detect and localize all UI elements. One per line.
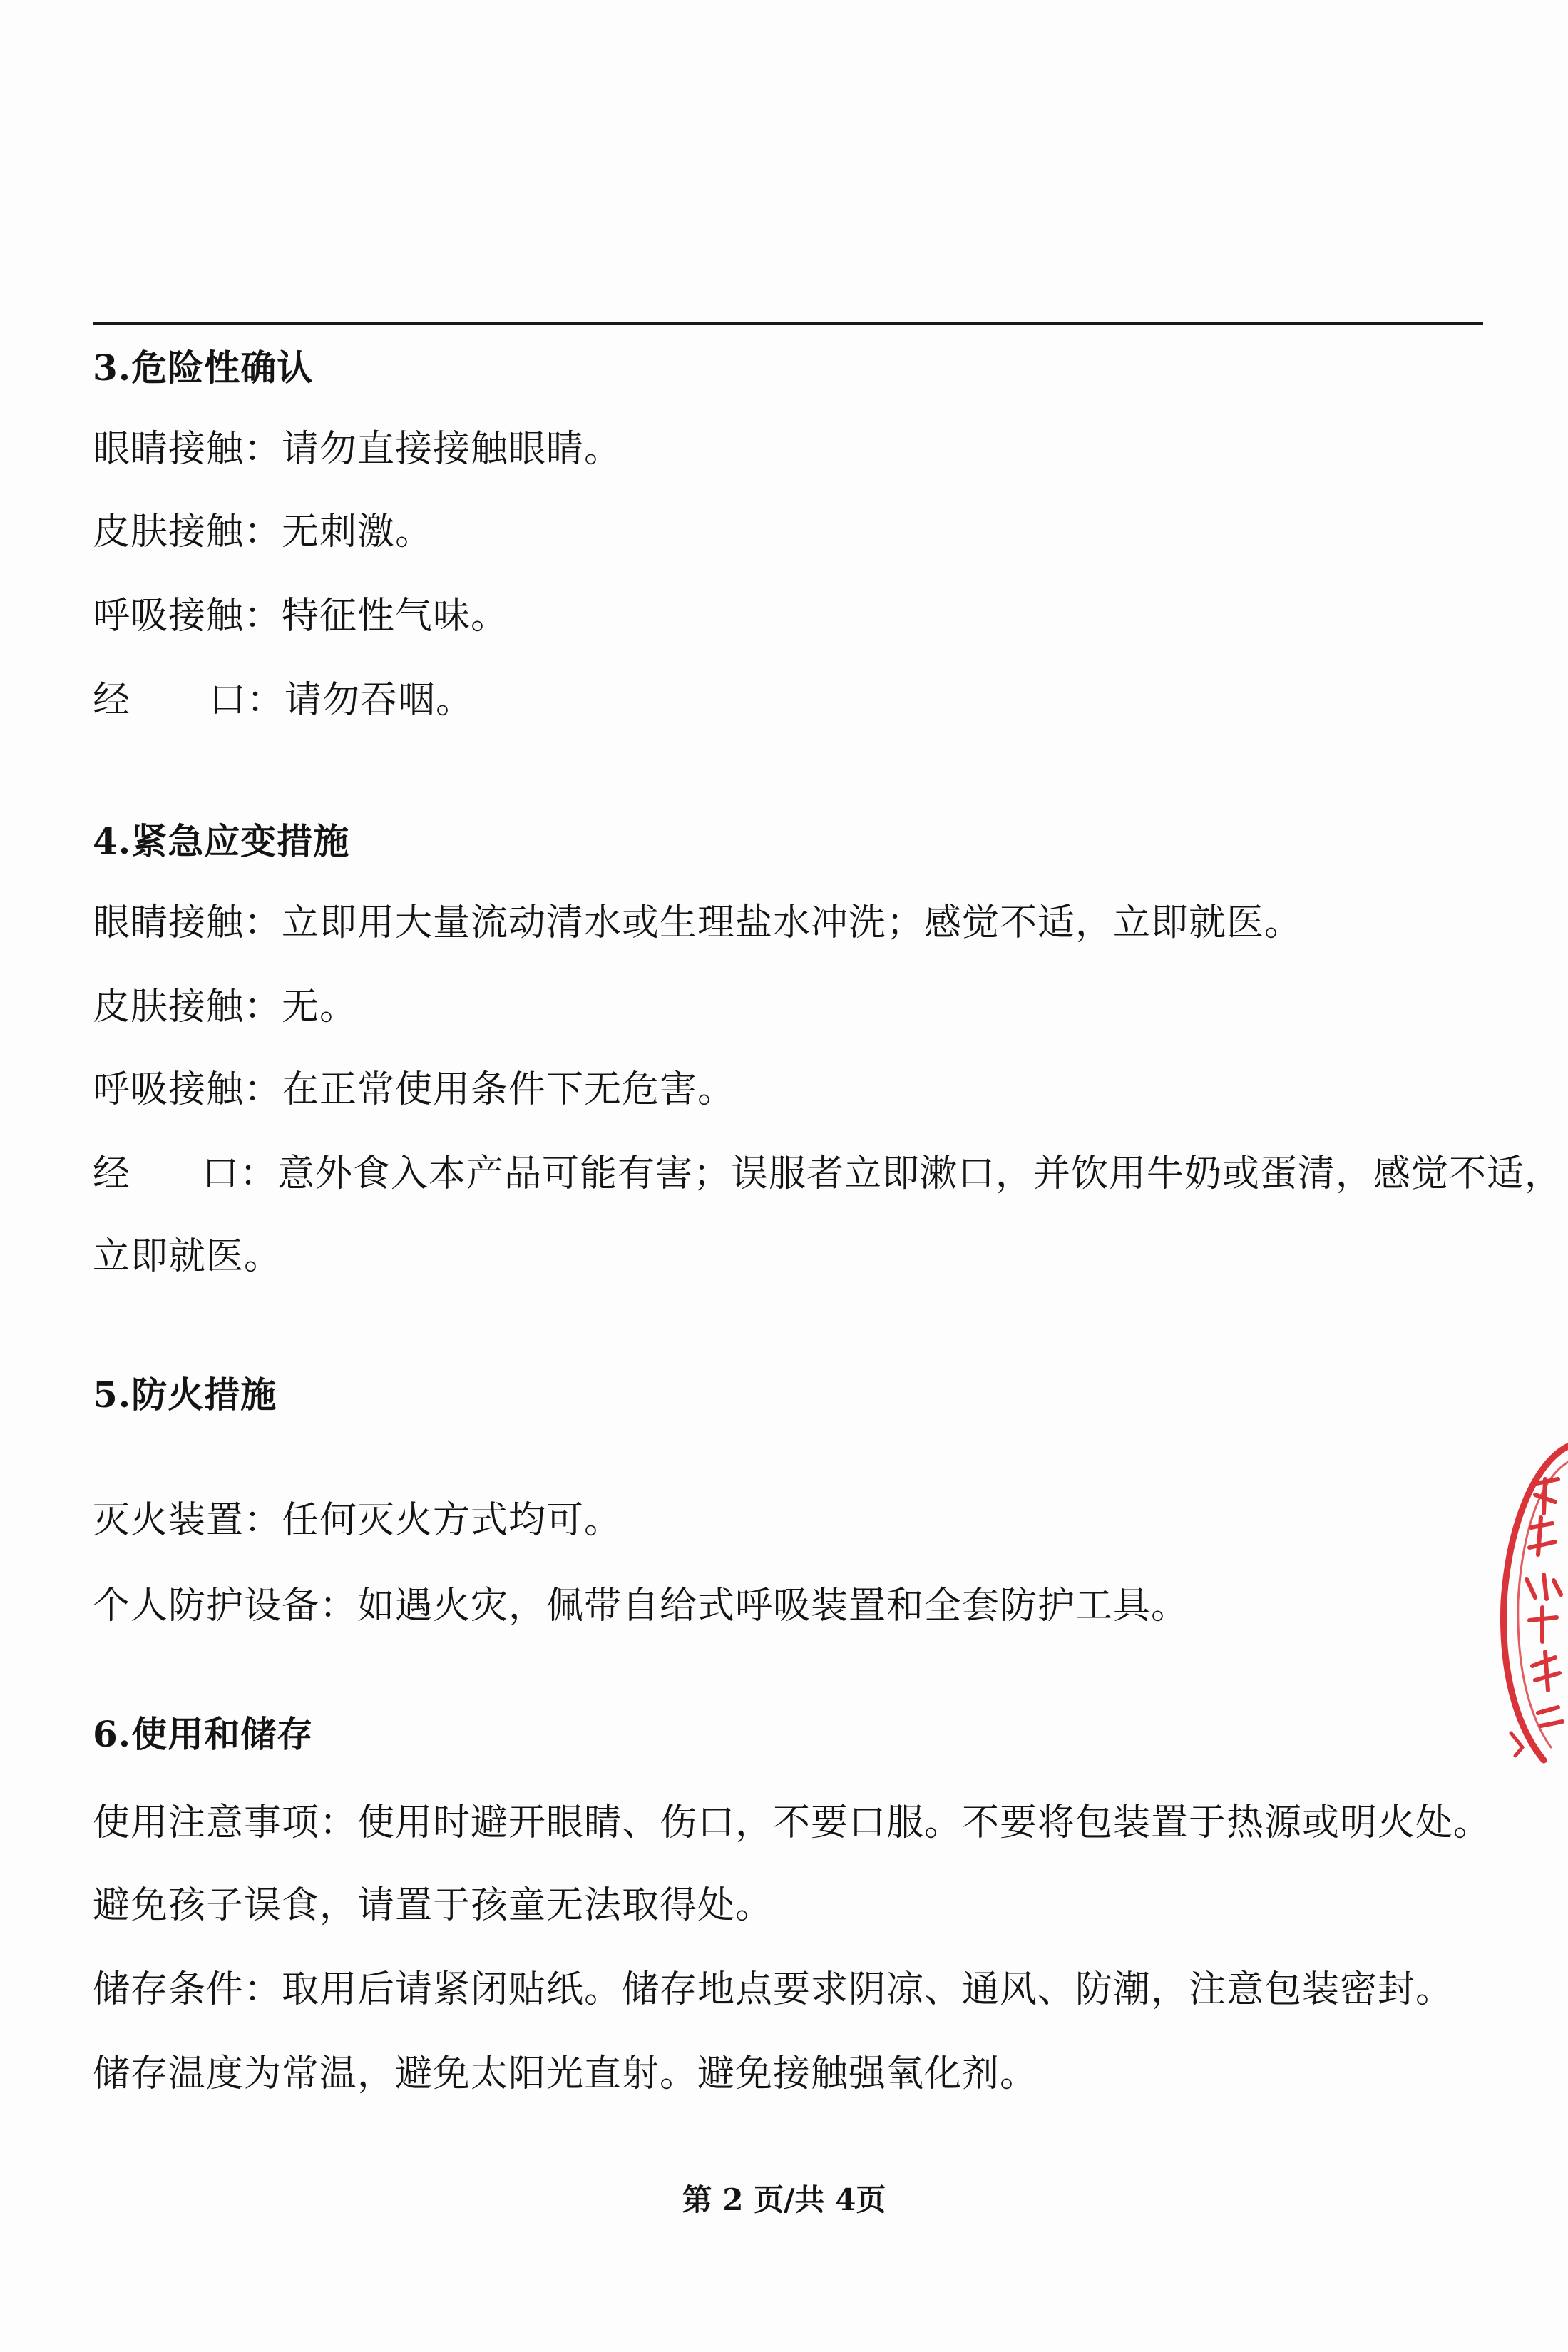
section-5-title: 5.防火措施 xyxy=(93,1374,277,1416)
section-6-line-children: 避免孩子误食，请置于孩童无法取得处。 xyxy=(93,1884,774,1927)
section-4-line-breath: 呼吸接触：在正常使用条件下无危害。 xyxy=(93,1068,736,1111)
page-number: 第 2 页/共 4页 xyxy=(682,2182,886,2217)
section-3-line-eye: 眼睛接触：请勿直接接触眼睛。 xyxy=(93,428,622,471)
header-divider xyxy=(93,322,1483,325)
section-4-title: 4.紧急应变措施 xyxy=(93,820,350,862)
section-3-title: 3.危险性确认 xyxy=(93,347,314,389)
section-3-line-skin: 皮肤接触：无刺激。 xyxy=(93,511,434,553)
oral-label-rest: 口：请勿吞咽。 xyxy=(209,679,474,722)
section-4-line-skin: 皮肤接触：无。 xyxy=(93,986,358,1028)
section-5-line-protection: 个人防护设备：如遇火灾，佩带自给式呼吸装置和全套防护工具。 xyxy=(93,1585,1189,1627)
section-6-title: 6.使用和储存 xyxy=(93,1713,314,1755)
section-3-line-breath: 呼吸接触：特征性气味。 xyxy=(93,595,509,638)
oral-label-start: 经 xyxy=(93,679,131,722)
section-5-line-extinguish: 灭火装置：任何灭火方式均可。 xyxy=(93,1499,622,1542)
oral-label-start: 经 xyxy=(93,1152,131,1195)
section-4-line-oral-continued: 立即就医。 xyxy=(93,1235,282,1278)
section-6-line-temperature: 储存温度为常温，避免太阳光直射。避免接触强氧化剂。 xyxy=(93,2052,1038,2095)
red-seal-stamp-icon xyxy=(1494,1433,1568,1769)
oral-label-rest: 口：意外食入本产品可能有害；误服者立即漱口，并饮用牛奶或蛋清，感觉不适， xyxy=(202,1152,1563,1195)
section-4-line-oral xyxy=(93,1151,1562,1197)
section-4-line-eye: 眼睛接触：立即用大量流动清水或生理盐水冲洗；感觉不适，立即就医。 xyxy=(93,901,1303,944)
section-6-line-storage: 储存条件：取用后请紧闭贴纸。储存地点要求阴凉、通风、防潮，注意包装密封。 xyxy=(93,1968,1454,2011)
section-6-line-usage: 使用注意事项：使用时避开眼睛、伤口，不要口服。不要将包装置于热源或明火处。 xyxy=(93,1801,1492,1844)
section-3-line-oral xyxy=(93,678,473,723)
